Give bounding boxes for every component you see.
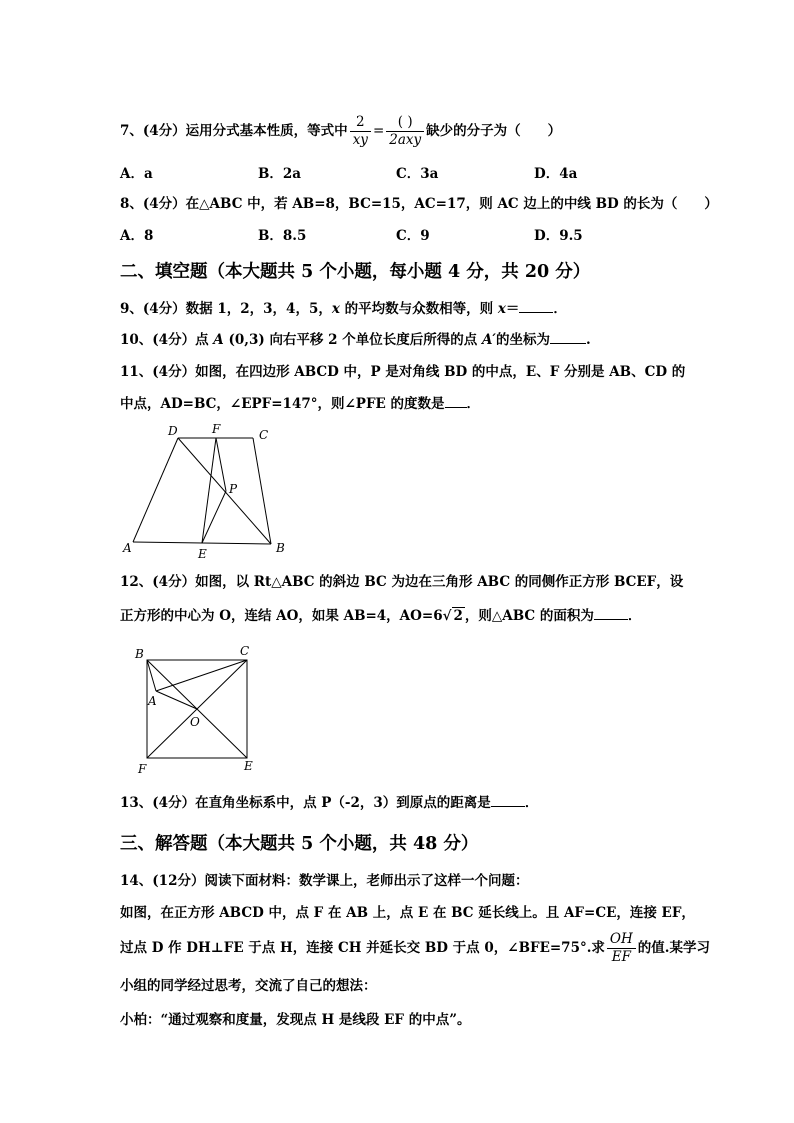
label-c: C [259,428,269,442]
q14-fraction [607,931,636,966]
q13-end: ． [524,795,539,811]
q10-suffix: 的坐标为 [495,332,550,348]
label-f: F [212,422,221,436]
q9-end: ． [553,301,567,317]
q7-frac1-denominator: xy [352,132,368,148]
q12-answer-blank[interactable] [594,619,628,620]
q7-option-b: B．2a [258,166,302,182]
q14-frac-denominator: EF [611,949,631,965]
q7-equals: = [372,123,385,139]
section-3-title: 三、解答题（本大题共 5 个小题，共 48 分） [120,834,479,854]
question-14-line1: 14、(12分）阅读下面材料：数学课上，老师出示了这样一个问题： [120,873,529,889]
question-12-line2 [120,606,641,626]
diagonal-db [178,438,271,544]
label-d: D [168,424,178,438]
segment-ac [156,660,247,691]
q11-end: ． [466,396,481,412]
q11-answer-blank[interactable] [445,407,467,408]
question-13 [120,793,538,813]
q7-fraction-left [350,114,371,149]
q10-point: A [213,332,224,348]
label-f: F [138,762,147,776]
q8-option-c: C．9 [396,228,430,244]
q8-option-d: D．9.5 [534,228,583,244]
label-b: B [276,541,285,555]
q14-frac-numerator: OH [607,931,636,949]
question-14-line5: 小柏：“通过观察和度量，发现点 H 是线段 EF 的中点”。 [120,1012,471,1028]
q7-prefix: 7、(4分）运用分式基本性质，等式中 [120,123,348,139]
label-a: A [123,541,132,555]
label-c: C [240,644,250,658]
q14-line3-suffix: 的值.某学习 [637,940,710,956]
question-8: 8、(4分）在△ABC 中，若 AB=8，BC=15，AC=17，则 AC 边上的中线 BD 的长为（ ） [120,196,718,212]
label-e: E [244,759,253,773]
q12-line2-text: 正方形的中心为 O，连结 AO，如果 AB=4，AO=6 [120,608,443,624]
q10-prefix: 10、(4分）点 [120,332,214,348]
q12-end: ． [627,608,642,624]
label-o: O [190,715,200,729]
question-11-line2 [120,394,480,414]
question-10 [120,330,591,350]
label-p: P [229,482,238,496]
q9-middle: 的平均数与众数相等，则 [339,301,498,317]
q10-coord: (0,3) [223,332,270,348]
q14-line3-text: 过点 D 作 DH⊥FE 于点 H，连接 CH 并延长交 BD 于点 0，∠BFE=75°.求 [120,940,605,956]
q7-frac2-denominator: 2axy [389,132,422,148]
q13-answer-blank[interactable] [491,806,525,807]
label-b: B [135,647,144,661]
q12-figure [130,642,265,777]
q12-sqrt: √ 2 [442,608,463,624]
q10-answer-blank[interactable] [550,343,586,344]
question-14-line4: 小组的同学经过思考，交流了自己的想法： [120,978,377,994]
q10-end: . [585,332,591,348]
q7-option-d: D．4a [534,166,578,182]
q9-variable: x [331,301,340,317]
label-e: E [198,547,207,561]
question-12-line1: 12、(4分）如图，以 Rt△ABC 的斜边 BC 为边在三角形 ABC 的同侧作正方形 BCEF，设 [120,574,684,590]
question-7 [120,114,561,149]
q9-variable-2: x [497,301,506,317]
label-a: A [148,694,157,708]
question-14-line2: 如图，在正方形 ABCD 中，点 F 在 AB 上，点 E 在 BC 延长线上。且 AF=CE，连接 EF， [120,905,695,921]
q12-sqrt-value: 2 [453,608,463,624]
q9-prefix: 9、(4分）数据 1，2，3，4，5， [120,301,332,317]
q7-option-a: A．a [120,166,153,182]
question-14-line3 [120,930,710,966]
q8-option-b: B．8.5 [258,228,307,244]
q7-suffix: 缺少的分子为（ ） [426,123,562,139]
q7-fraction-right [386,114,424,149]
segment-cb [253,438,271,544]
q9-suffix: ＝ [505,301,520,317]
q12-line2-suffix: ，则△ABC 的面积为 [464,608,594,624]
q7-frac2-numerator: ( ) [386,114,424,132]
q11-line2-text: 中点，AD=BC，∠EPF=147°，则∠PFE 的度数是 [120,396,445,412]
question-9 [120,299,567,319]
q10-middle: 向右平移 2 个单位长度后所得的点 [269,332,482,348]
segment-ad [133,438,178,542]
q11-figure [118,418,298,563]
q10-point-prime: A′ [481,332,496,348]
question-11-line1: 11、(4分）如图，在四边形 ABCD 中，P 是对角线 BD 的中点，E、F 分别是 AB、CD 的 [120,364,686,380]
q7-option-c: C．3a [396,166,439,182]
q13-text: 13、(4分）在直角坐标系中，点 P（-2，3）到原点的距离是 [120,795,491,811]
segment-ao [156,691,197,709]
q9-answer-blank[interactable] [519,312,553,313]
q8-option-a: A．8 [120,228,154,244]
q7-frac1-numerator: 2 [350,114,371,132]
section-2-title: 二、填空题（本大题共 5 个小题，每小题 4 分，共 20 分） [120,262,591,282]
